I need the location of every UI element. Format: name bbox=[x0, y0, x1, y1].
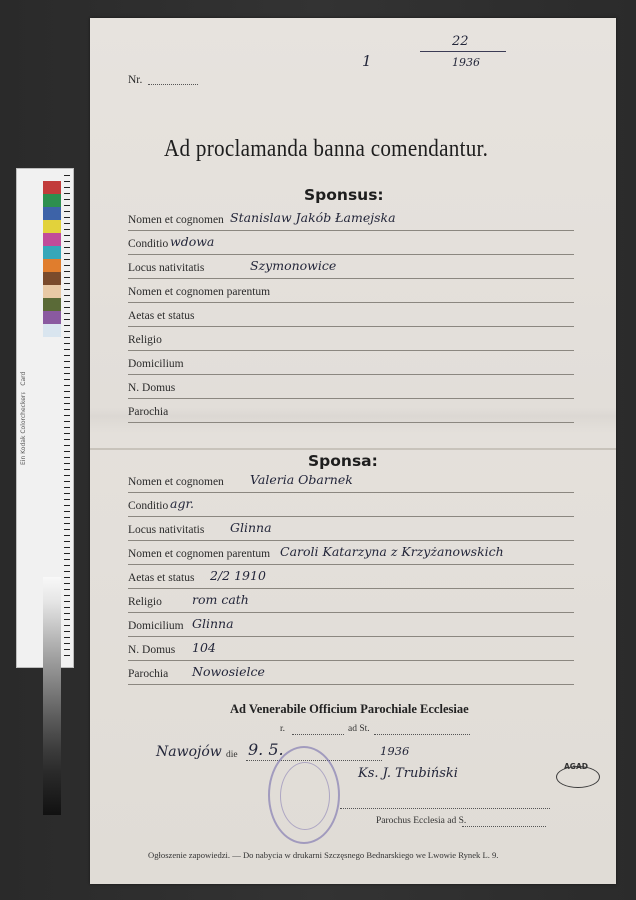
color-swatch bbox=[43, 324, 61, 337]
sponsa-field-line bbox=[128, 636, 574, 637]
ad-st-line bbox=[374, 734, 470, 735]
parochus-label: Parochus Ecclesia ad S. bbox=[376, 816, 467, 826]
sponsa-field-label: Conditio bbox=[128, 500, 169, 512]
sponsus-field-line bbox=[128, 254, 574, 255]
sponsa-field-line bbox=[128, 516, 574, 517]
corner-note-bottom: 1936 bbox=[452, 56, 480, 69]
sponsa-field-label: Religio bbox=[128, 596, 162, 608]
sponsus-field-label: Locus nativitatis bbox=[128, 262, 205, 274]
corner-number: 1 bbox=[362, 52, 372, 70]
sponsus-field-label: N. Domus bbox=[128, 382, 176, 394]
color-swatch bbox=[43, 194, 61, 207]
die-label: die bbox=[226, 750, 238, 760]
sponsus-field-line bbox=[128, 230, 574, 231]
sponsus-field-line bbox=[128, 326, 574, 327]
year-written: 1936 bbox=[380, 744, 410, 758]
sponsa-field-label: Domicilium bbox=[128, 620, 184, 632]
sponsus-field-line bbox=[128, 278, 574, 279]
sponsa-field-value: Glinna bbox=[192, 616, 234, 631]
sponsa-field-label: Nomen et cognomen parentum bbox=[128, 548, 271, 560]
sponsus-field-label: Religio bbox=[128, 334, 162, 346]
ruler-ticks bbox=[64, 175, 70, 661]
sponsa-field-value: rom cath bbox=[192, 592, 249, 607]
gray-scale-strip bbox=[43, 577, 61, 815]
corner-note-line bbox=[420, 51, 506, 52]
sponsa-field-value: Valeria Obarnek bbox=[250, 472, 353, 487]
sponsa-field-label: N. Domus bbox=[128, 644, 176, 656]
printer-footer: Ogłoszenie zapowiedzi. — Do nabycia w drukarni Szczęsnego Bednarskiego we Lwowie Rynek L. 9. bbox=[148, 850, 499, 860]
color-swatch bbox=[43, 285, 61, 298]
sponsa-field-label: Aetas et status bbox=[128, 572, 195, 584]
parochus-line bbox=[462, 826, 546, 827]
sponsa-field-label: Nomen et cognomen bbox=[128, 476, 224, 488]
sponsus-field-label: Nomen et cognomen bbox=[128, 214, 224, 226]
sponsus-field-value: Stanislaw Jakób Łamejska bbox=[230, 210, 396, 225]
sponsa-field-value: Caroli Katarzyna z Krzyżanowskich bbox=[280, 544, 504, 559]
sponsus-field-label: Domicilium bbox=[128, 358, 184, 370]
officium-heading: Ad Venerabile Officium Parochiale Ecclesiae bbox=[230, 702, 469, 716]
corner-note-top: 22 bbox=[452, 34, 469, 49]
signature-line bbox=[340, 808, 550, 809]
color-checker-card bbox=[16, 168, 74, 668]
sponsus-field-label: Nomen et cognomen parentum bbox=[128, 286, 271, 298]
sponsus-field-line bbox=[128, 302, 574, 303]
sponsa-field-value: agr. bbox=[170, 496, 195, 511]
banns-form-sheet bbox=[90, 18, 616, 884]
color-swatch bbox=[43, 272, 61, 285]
sponsus-field-label: Conditio bbox=[128, 238, 169, 250]
sponsus-field-value: wdowa bbox=[170, 234, 215, 249]
sponsus-field-line bbox=[128, 374, 574, 375]
sponsa-field-line bbox=[128, 660, 574, 661]
sponsa-field-value: 2/2 1910 bbox=[210, 568, 266, 583]
color-swatches bbox=[43, 181, 61, 337]
sponsa-field-value: 104 bbox=[192, 640, 216, 655]
sponsa-field-line bbox=[128, 588, 574, 589]
sponsa-field-value: Nowosielce bbox=[192, 664, 265, 679]
paper-fold bbox=[90, 448, 616, 450]
archive-stamp-text: AGAD bbox=[564, 762, 588, 771]
color-swatch bbox=[43, 220, 61, 233]
sponsa-field-line bbox=[128, 492, 574, 493]
card-caption: Ein Kodak Colorchecker™ Card bbox=[20, 371, 27, 465]
color-swatch bbox=[43, 311, 61, 324]
color-swatch bbox=[43, 181, 61, 194]
ad-st-label: ad St. bbox=[348, 724, 370, 734]
sponsa-heading: Sponsa: bbox=[308, 452, 378, 470]
signature: Ks. J. Trubiński bbox=[358, 766, 458, 781]
sponsus-heading: Sponsus: bbox=[304, 186, 384, 204]
color-swatch bbox=[43, 246, 61, 259]
color-swatch bbox=[43, 298, 61, 311]
sponsa-field-line bbox=[128, 612, 574, 613]
sponsus-field-line bbox=[128, 350, 574, 351]
form-title: Ad proclamanda banna comendantur. bbox=[164, 136, 489, 162]
sponsus-field-label: Aetas et status bbox=[128, 310, 195, 322]
sponsa-field-line bbox=[128, 540, 574, 541]
color-swatch bbox=[43, 259, 61, 272]
sponsus-field-line bbox=[128, 422, 574, 423]
nr-label: Nr. bbox=[128, 74, 143, 86]
sponsa-field-label: Locus nativitatis bbox=[128, 524, 205, 536]
sponsus-field-value: Szymonowice bbox=[250, 258, 337, 273]
date-written: 9. 5. bbox=[248, 740, 284, 759]
sponsa-field-line bbox=[128, 564, 574, 565]
place-written: Nawojów bbox=[156, 744, 222, 760]
sponsa-field-line bbox=[128, 684, 574, 685]
sponsa-field-value: Glinna bbox=[230, 520, 272, 535]
sponsus-field-line bbox=[128, 398, 574, 399]
color-swatch bbox=[43, 233, 61, 246]
sponsa-field-label: Parochia bbox=[128, 668, 169, 680]
nr-line bbox=[148, 84, 198, 85]
sponsus-field-label: Parochia bbox=[128, 406, 169, 418]
r-line bbox=[292, 734, 344, 735]
parish-seal-stamp bbox=[268, 746, 340, 844]
color-swatch bbox=[43, 207, 61, 220]
r-label: r. bbox=[280, 724, 286, 734]
